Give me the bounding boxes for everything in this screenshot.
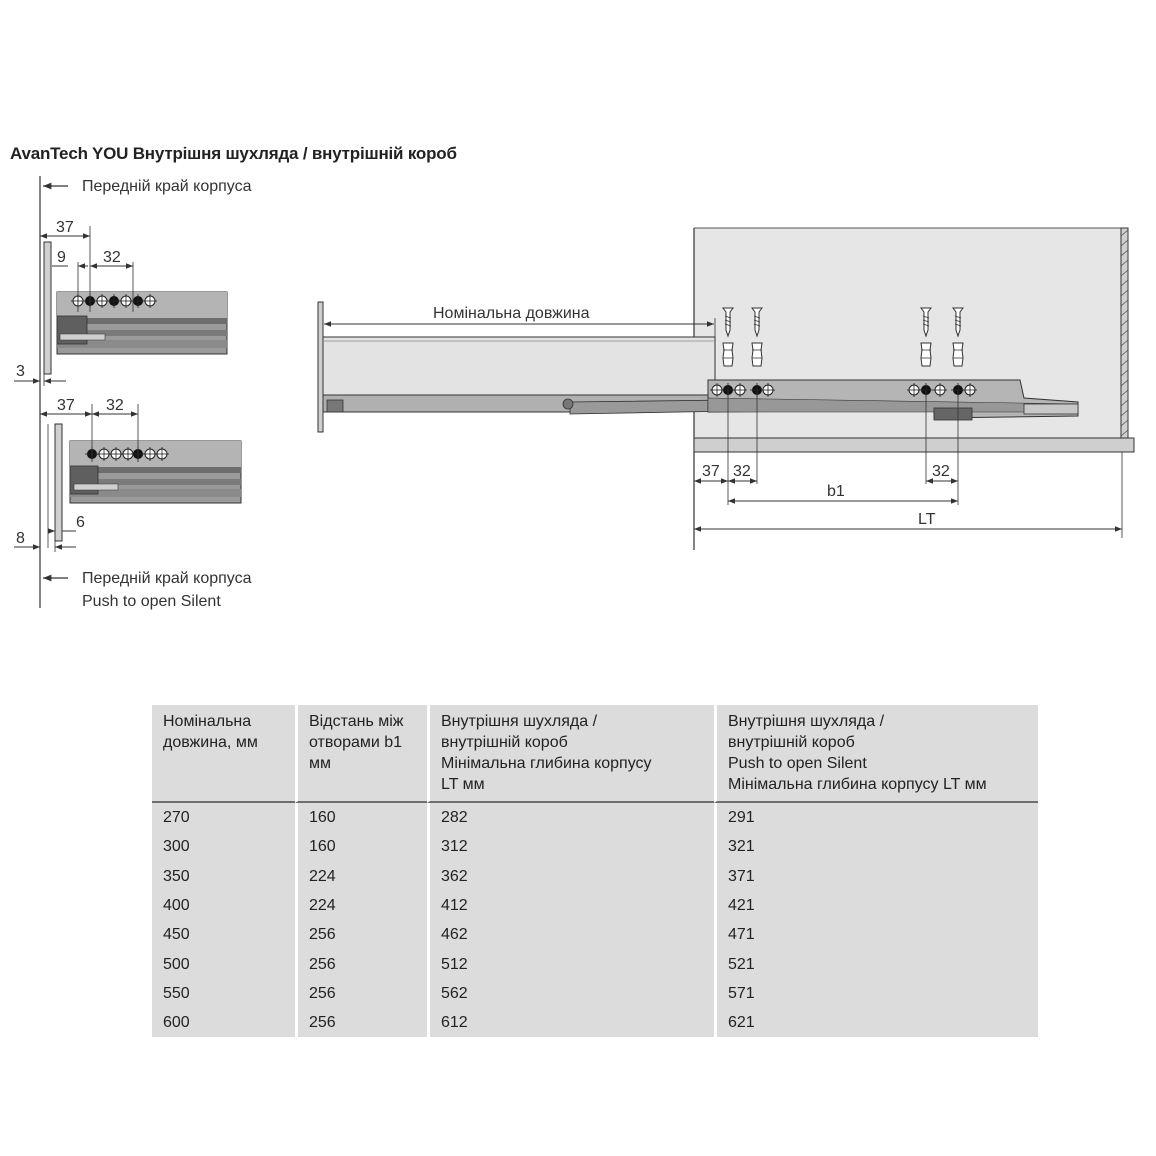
push-to-open-label: Push to open Silent [82, 593, 221, 610]
header-nominal-length [152, 705, 295, 803]
table-cell: 600 [163, 1014, 190, 1032]
dim-top-32: 32 [103, 249, 121, 266]
table-cell: 256 [295, 1008, 427, 1037]
table-cell: 412 [427, 891, 714, 920]
dim-right-32b: 32 [932, 463, 950, 480]
header-line: внутрішній короб [441, 734, 568, 751]
header-min-depth [427, 705, 714, 803]
table-cell: 256 [295, 979, 427, 1008]
table-cell: 471 [714, 920, 1038, 949]
front-edge-label: Передній край корпуса [82, 178, 252, 195]
table-cell: 500 [163, 955, 190, 973]
dim-right-37: 37 [702, 463, 720, 480]
header-line: мм [309, 755, 331, 772]
front-edge-label-2: Передній край корпуса [82, 570, 252, 587]
table-row [152, 803, 1038, 832]
table-cell: 312 [427, 832, 714, 861]
table-header-row [152, 705, 1038, 803]
table-row [152, 949, 1038, 978]
dim-right-32a: 32 [733, 463, 751, 480]
header-line: Номінальна [163, 713, 252, 730]
top-detail [14, 176, 252, 608]
table-cell: 462 [427, 920, 714, 949]
table-cell: 282 [427, 803, 714, 832]
table-row [152, 920, 1038, 949]
header-line: внутрішній короб [728, 734, 855, 751]
dim-bot-8: 8 [16, 530, 25, 547]
header-line: LT мм [441, 776, 485, 793]
page-title: AvanTech YOU Внутрішня шухляда / внутрішній короб [10, 144, 457, 163]
table-row [152, 1008, 1038, 1037]
dim-top-9: 9 [57, 249, 66, 266]
table-cell: 224 [295, 862, 427, 891]
table-cell: 362 [427, 862, 714, 891]
header-line: отворами b1 [309, 734, 403, 751]
table-cell: 160 [295, 832, 427, 861]
table-cell: 450 [163, 926, 190, 944]
header-min-depth-push-to-open [714, 705, 1038, 803]
table-cell: 562 [427, 979, 714, 1008]
table-cell: 321 [714, 832, 1038, 861]
front-panel [44, 242, 51, 374]
dim-bot-6: 6 [76, 514, 85, 531]
table-cell: 270 [163, 809, 190, 827]
table-cell: 512 [427, 949, 714, 978]
table-cell: 521 [714, 949, 1038, 978]
header-line: Мінімальна глибина корпусу LT мм [728, 776, 987, 793]
table-cell: 371 [714, 862, 1038, 891]
table-cell: 621 [714, 1008, 1038, 1037]
table-cell: 571 [714, 979, 1038, 1008]
header-line: Push to open Silent [728, 755, 867, 772]
runner-bottom [70, 441, 241, 503]
table-cell: 612 [427, 1008, 714, 1037]
bottom-detail [14, 397, 252, 610]
dim-b1-label: b1 [827, 483, 845, 500]
table-cell: 350 [163, 867, 190, 885]
table-row [152, 891, 1038, 920]
table-cell: 160 [295, 803, 427, 832]
table-row [152, 862, 1038, 891]
dim-lt-label: LT [918, 511, 936, 528]
dim-bot-32: 32 [106, 397, 124, 414]
header-line: Відстань між [309, 713, 404, 730]
table-cell: 421 [714, 891, 1038, 920]
table-cell: 256 [295, 949, 427, 978]
dim-top-37: 37 [56, 219, 74, 236]
table-cell: 224 [295, 891, 427, 920]
table-cell: 300 [163, 838, 190, 856]
front-panel-bottom [55, 424, 62, 541]
table-cell: 400 [163, 897, 190, 915]
nominal-length-label: Номінальна довжина [433, 305, 590, 322]
header-line: Внутрішня шухляда / [728, 713, 885, 730]
dim-top-3: 3 [16, 363, 25, 380]
header-line: Внутрішня шухляда / [441, 713, 598, 730]
table-row [152, 979, 1038, 1008]
table-cell: 256 [295, 920, 427, 949]
header-line: Мінімальна глибина корпусу [441, 755, 652, 772]
header-hole-distance [295, 705, 427, 803]
table-row [152, 832, 1038, 861]
table-cell: 291 [714, 803, 1038, 832]
table-cell: 550 [163, 984, 190, 1002]
dimensions-table [152, 705, 1038, 1037]
dim-bot-37: 37 [57, 397, 75, 414]
header-line: довжина, мм [163, 734, 258, 751]
